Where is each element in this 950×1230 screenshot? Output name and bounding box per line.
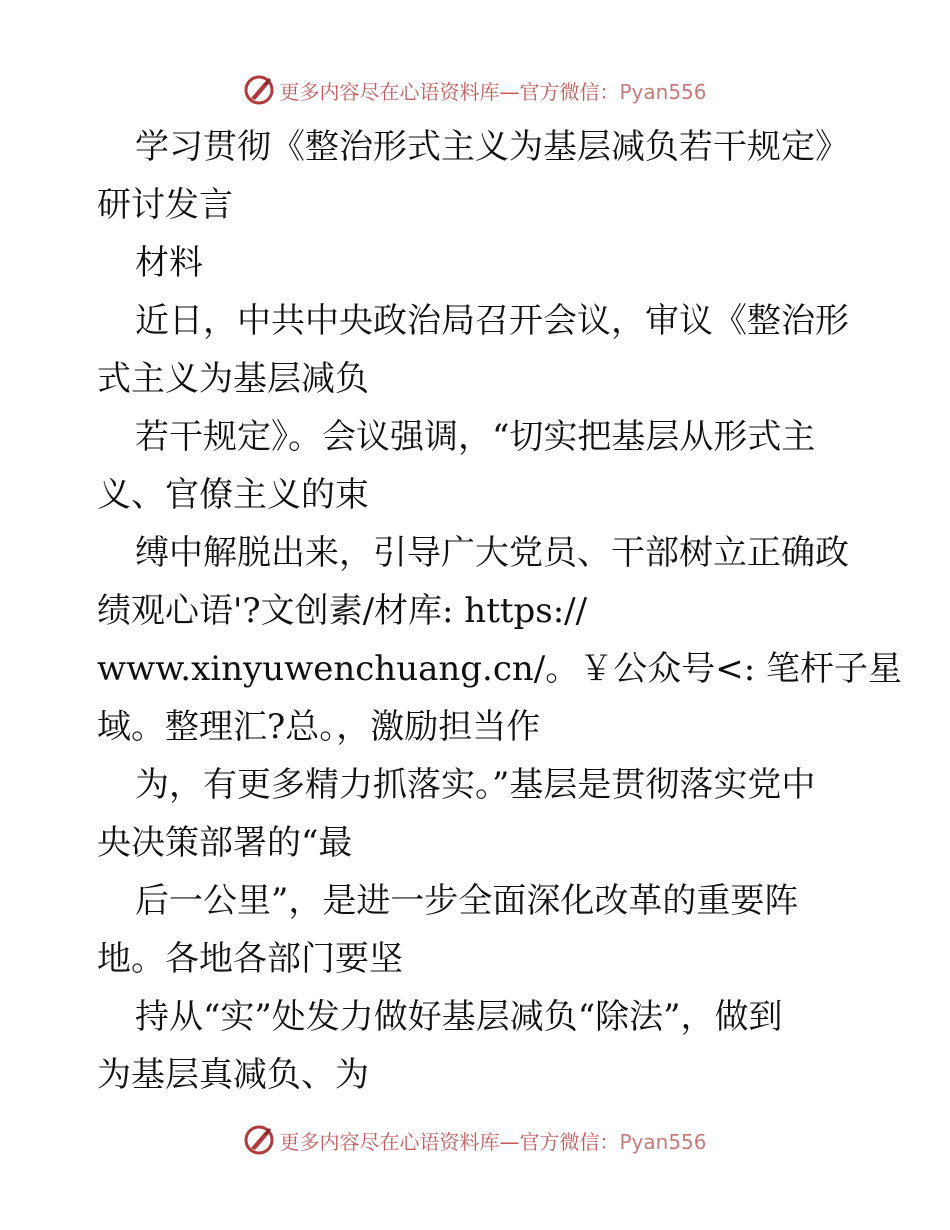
text-line: 央决策部署的“最 <box>97 823 353 863</box>
text-line: 材料 <box>135 243 203 283</box>
text-line: 持从“实”处发力做好基层减负“除法”，做到 <box>135 997 783 1037</box>
text-line: 后一公里”，是进一步全面深化改革的重要阵 <box>135 881 799 921</box>
text-line: 近日，中共中央政治局召开会议，审议《整治形 <box>135 301 849 341</box>
text-line: 缚中解脱出来，引导广大党员、干部树立正确政 <box>135 533 849 573</box>
text-line: 式主义为基层减负 <box>97 359 369 399</box>
text-line: 若干规定》。会议强调，“切实把基层从形式主 <box>135 417 816 457</box>
watermark-id: Pyan556 <box>619 79 707 104</box>
pen-logo-icon <box>243 74 275 106</box>
text-line: 为，有更多精力抓落实。”基层是贯彻落实党中 <box>135 765 816 805</box>
text-line: 研讨发言 <box>97 185 233 225</box>
watermark-text: 更多内容尽在心语资料库—官方微信：Pyan556 <box>279 79 707 104</box>
text-line: 义、官僚主义的束 <box>97 475 369 515</box>
text-line: 学习贯彻《整治形式主义为基层减负若干规定》 <box>135 127 849 167</box>
pen-logo-icon <box>243 1124 275 1156</box>
document-body <box>97 118 902 1104</box>
text-line: 域。整理汇?总。，激励担当作 <box>97 707 541 747</box>
text-line: www.xinyuwenchuang.cn/。￥公众号<: 笔杆子星 <box>97 649 902 689</box>
text-line: 地。各地各部门要坚 <box>97 939 403 979</box>
text-line: 为基层真减负、为 <box>97 1055 369 1095</box>
text-line: 绩观心语'?文创素/材库: https:// <box>97 591 588 631</box>
watermark-id: Pyan556 <box>619 1129 707 1154</box>
watermark-text: 更多内容尽在心语资料库—官方微信：Pyan556 <box>279 1129 707 1154</box>
header-watermark <box>0 70 950 110</box>
footer-watermark <box>0 1120 950 1160</box>
